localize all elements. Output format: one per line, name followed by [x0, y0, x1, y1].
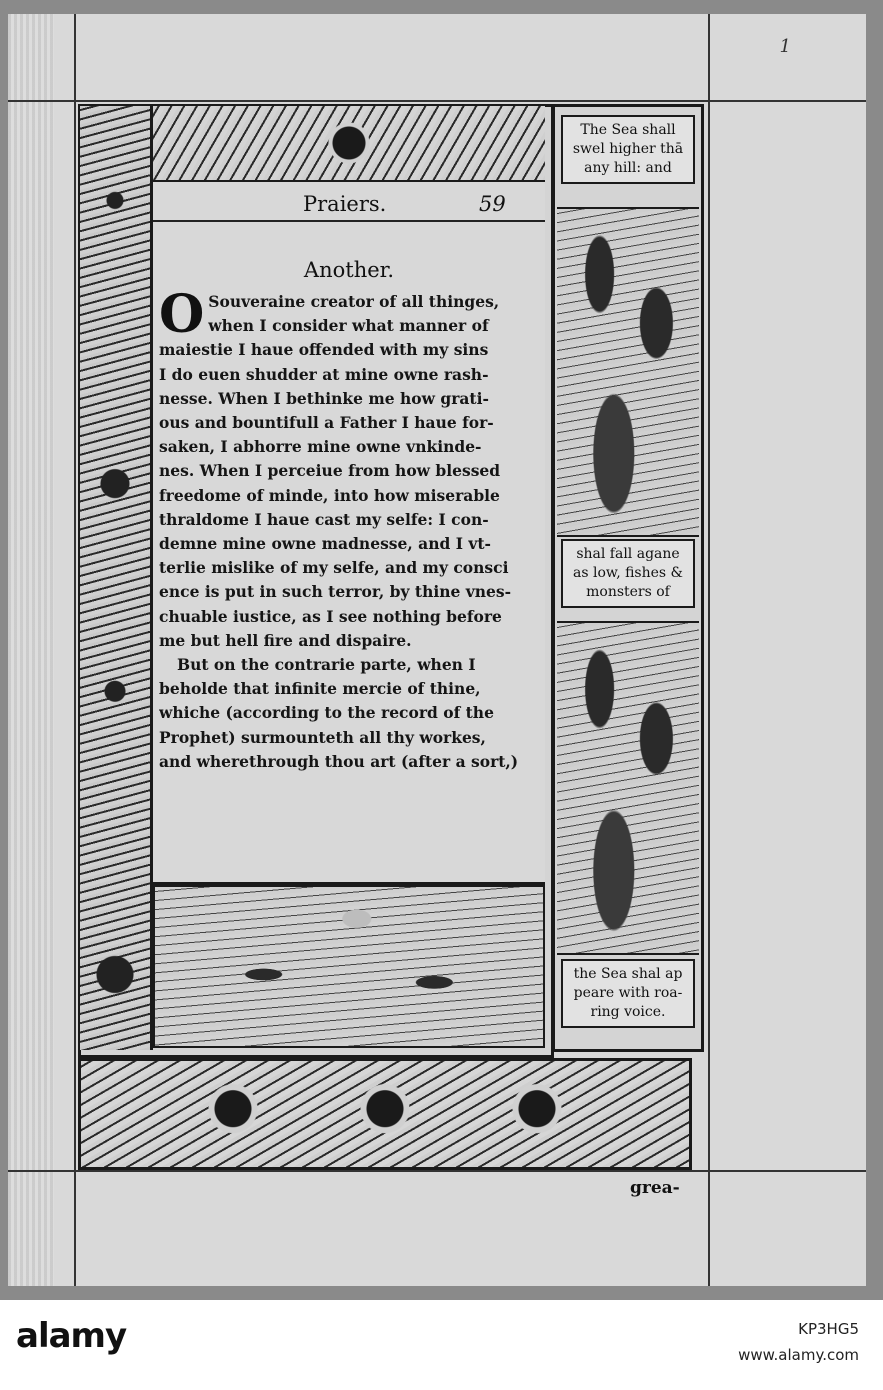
- margin-rule: [8, 1170, 866, 1172]
- running-header: [153, 190, 545, 220]
- text-line: beholde that infinite mercie of thine,: [159, 679, 481, 699]
- ornament-frieze: [78, 1058, 692, 1170]
- stock-url: www.alamy.com: [738, 1346, 859, 1364]
- fish-woodcut: [557, 621, 699, 955]
- sea-woodcut: [557, 207, 699, 537]
- text-line: terlie mislike of my selfe, and my consci: [159, 558, 509, 578]
- text-block: [153, 182, 545, 885]
- text-line: whiche (according to the record of the: [159, 703, 494, 723]
- stock-logo: alamy: [16, 1316, 127, 1356]
- text-line: when I consider what manner of: [208, 316, 489, 336]
- side-panel: [552, 104, 704, 1052]
- text-line: demne mine owne madnesse, and I vt-: [159, 534, 491, 554]
- section-title: Another.: [303, 258, 395, 282]
- text-line: I do euen shudder at mine owne rash-: [159, 364, 489, 384]
- text-line: Prophet) surmounteth all thy workes,: [159, 727, 486, 747]
- text-line: freedome of minde, into how miserable: [159, 485, 500, 505]
- watermark-band: [0, 1300, 883, 1390]
- mermaid-woodcut: [153, 885, 545, 1048]
- text-line: Souveraine creator of all thinges,: [208, 292, 500, 311]
- text-line: nes. When I perceiue from how blessed: [159, 461, 501, 481]
- text-line: and wherethrough thou art (after a sort,): [159, 751, 519, 771]
- text-line: me but hell fire and dispaire.: [159, 630, 412, 650]
- margin-rule: [74, 14, 76, 1286]
- dropcap: O: [159, 284, 205, 345]
- text-line: ence is put in such terror, by thine vnes-: [159, 582, 512, 602]
- margin-rule: [708, 14, 710, 1286]
- text-line: saken, I abhorre mine owne vnkinde-: [159, 437, 482, 457]
- side-caption: The Sea shall swel higher thā any hill: and: [561, 115, 695, 184]
- text-line: But on the contrarie parte, when I: [177, 655, 476, 675]
- page-edge: [8, 14, 54, 1286]
- page-number: 59: [479, 192, 506, 216]
- image-id: KP3HG5: [798, 1320, 859, 1338]
- ornament-border: [153, 106, 545, 183]
- text-line: maiestie I haue offended with my sins: [159, 340, 489, 360]
- text-line: nesse. When I bethinke me how grati-: [159, 388, 489, 408]
- text-line: chuable iustice, as I see nothing before: [159, 606, 502, 626]
- catchword: grea-: [630, 1178, 680, 1198]
- side-caption: shal fall agane as low, fishes & monsters of: [561, 539, 695, 608]
- prayer-text: [159, 284, 541, 774]
- text-line: thraldome I haue cast my selfe: I con-: [159, 509, 489, 529]
- text-line: ous and bountifull a Father I haue for-: [159, 413, 494, 433]
- corner-mark: 1: [779, 36, 791, 57]
- header-rule: [153, 220, 545, 222]
- side-caption: the Sea shal ap peare with roa- ring voice.: [561, 959, 695, 1028]
- margin-rule: [8, 100, 866, 102]
- running-title: Praiers.: [303, 192, 387, 216]
- floral-border: [80, 106, 153, 1050]
